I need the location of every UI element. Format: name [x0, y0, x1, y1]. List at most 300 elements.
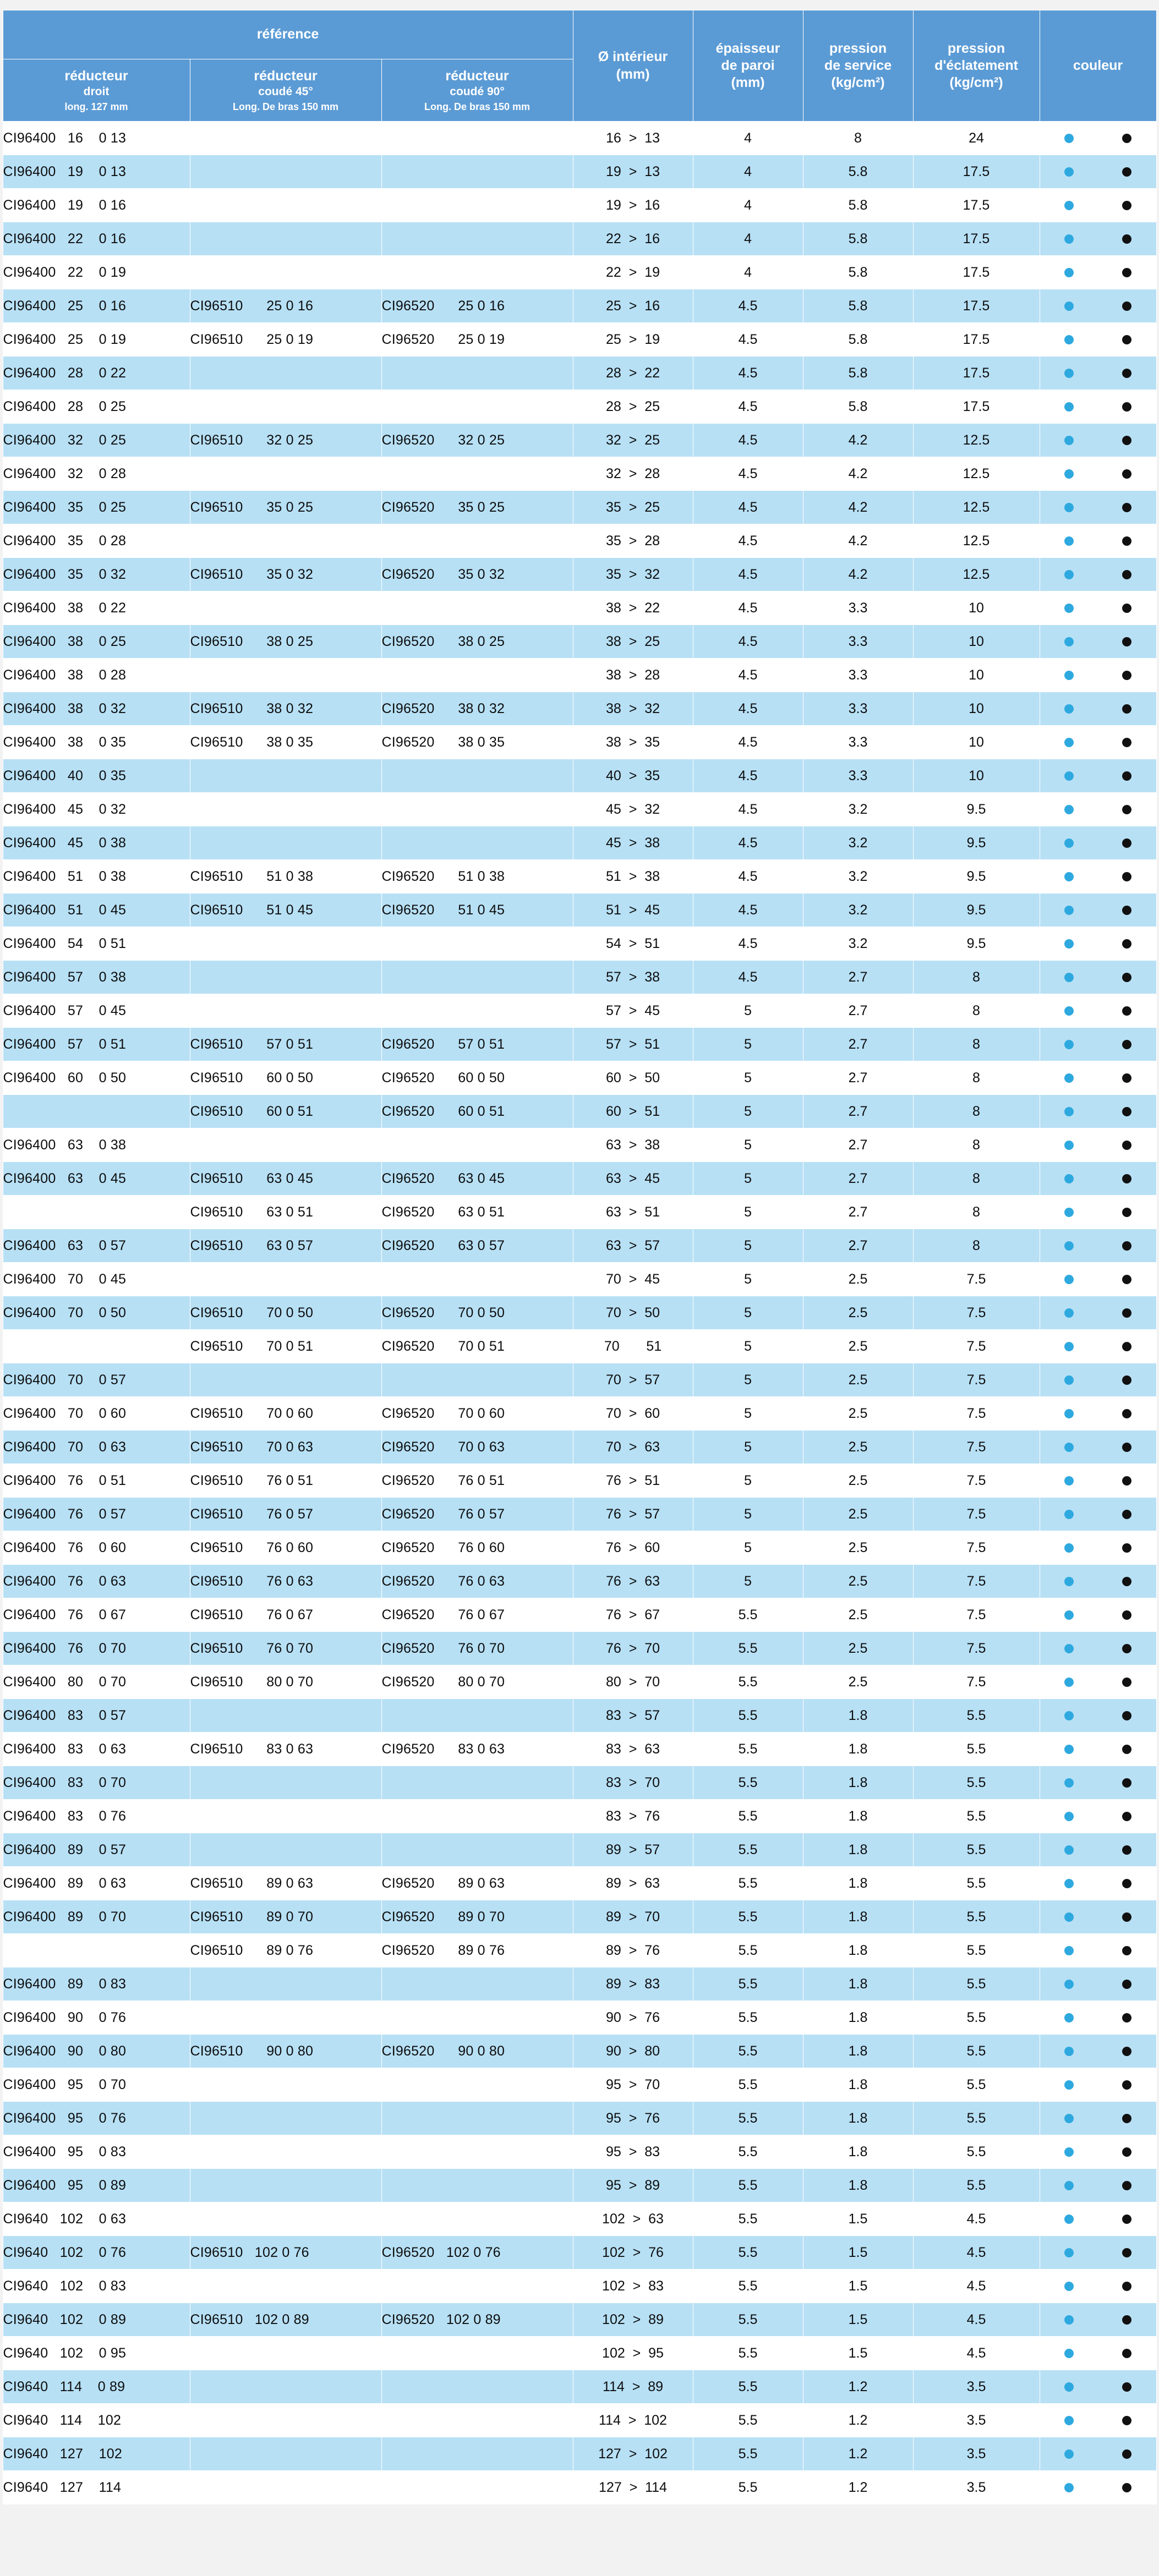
color-dot-cyan-icon	[1064, 704, 1074, 714]
cell-reducer-45	[190, 1128, 381, 1162]
cell-burst-pressure: 5.5	[913, 2001, 1040, 2035]
cell-reducer-90: CI96520 63 0 51	[381, 1196, 573, 1229]
table-row	[3, 826, 1156, 860]
cell-service-pressure: 1.5	[803, 2236, 913, 2270]
cell-reducer-45: CI96510 51 0 45	[190, 894, 381, 927]
cell-wall-thickness: 5.5	[693, 2001, 803, 2035]
color-dot-black-icon	[1122, 1174, 1131, 1183]
table-row	[3, 155, 1156, 189]
table-row	[3, 1598, 1156, 1632]
color-dot-cyan-icon	[1064, 1879, 1074, 1888]
color-dot-cyan-icon	[1064, 939, 1074, 949]
cell-inner-diameter: 70 > 60	[573, 1397, 693, 1430]
cell-burst-pressure: 7.5	[913, 1263, 1040, 1296]
cell-reducer-45	[190, 2102, 381, 2135]
cell-inner-diameter: 114 > 102	[573, 2404, 693, 2437]
cell-inner-diameter: 38 > 22	[573, 591, 693, 625]
table-row	[3, 1162, 1156, 1196]
table-row	[3, 2404, 1156, 2437]
table-row	[3, 726, 1156, 759]
color-dot-cyan-icon	[1064, 1678, 1074, 1687]
table-row	[3, 1196, 1156, 1229]
table-row	[3, 424, 1156, 457]
cell-color-swatches	[1040, 424, 1156, 457]
cell-reducer-90	[381, 2102, 573, 2135]
cell-inner-diameter: 76 > 57	[573, 1498, 693, 1531]
color-dot-cyan-icon	[1064, 268, 1074, 277]
color-dot-black-icon	[1122, 436, 1131, 445]
cell-reducer-45: CI96510 57 0 51	[190, 1028, 381, 1061]
cell-reducer-45: CI96510 76 0 63	[190, 1565, 381, 1598]
color-dot-black-icon	[1122, 402, 1131, 412]
color-dot-black-icon	[1122, 2215, 1131, 2224]
color-dot-cyan-icon	[1064, 1073, 1074, 1083]
color-dot-black-icon	[1122, 2080, 1131, 2090]
cell-color-swatches	[1040, 659, 1156, 692]
cell-reducer-45	[190, 2068, 381, 2102]
cell-wall-thickness: 4.5	[693, 826, 803, 860]
cell-reducer-90: CI96520 89 0 76	[381, 1934, 573, 1967]
header-reducer-45-sub: coudé 45°	[258, 85, 313, 98]
cell-burst-pressure: 5.5	[913, 2169, 1040, 2202]
table-row	[3, 1766, 1156, 1800]
cell-reducer-90	[381, 2068, 573, 2102]
cell-color-swatches	[1040, 2471, 1156, 2504]
cell-wall-thickness: 5	[693, 1296, 803, 1330]
cell-service-pressure: 3.3	[803, 591, 913, 625]
color-dot-cyan-icon	[1064, 1644, 1074, 1653]
color-dot-cyan-icon	[1064, 2114, 1074, 2123]
cell-service-pressure: 1.2	[803, 2437, 913, 2471]
cell-burst-pressure: 7.5	[913, 1363, 1040, 1397]
color-dot-black-icon	[1122, 2248, 1131, 2257]
color-dot-cyan-icon	[1064, 1946, 1074, 1955]
cell-service-pressure: 5.8	[803, 390, 913, 424]
cell-reducer-45: CI96510 76 0 60	[190, 1531, 381, 1565]
table-row	[3, 2169, 1156, 2202]
cell-wall-thickness: 4.5	[693, 558, 803, 591]
cell-service-pressure: 1.8	[803, 2035, 913, 2068]
cell-reducer-straight: CI96400 95 0 83	[3, 2135, 190, 2169]
cell-reducer-straight: CI96400 22 0 19	[3, 256, 190, 289]
cell-reducer-45	[190, 2169, 381, 2202]
table-row	[3, 1934, 1156, 1967]
color-dot-black-icon	[1122, 973, 1131, 982]
cell-reducer-straight: CI9640 102 0 83	[3, 2270, 190, 2303]
cell-burst-pressure: 5.5	[913, 1833, 1040, 1867]
cell-burst-pressure: 8	[913, 1061, 1040, 1095]
cell-reducer-45	[190, 591, 381, 625]
cell-inner-diameter: 90 > 76	[573, 2001, 693, 2035]
cell-reducer-45	[190, 1967, 381, 2001]
cell-inner-diameter: 95 > 76	[573, 2102, 693, 2135]
cell-inner-diameter: 22 > 16	[573, 222, 693, 256]
cell-inner-diameter: 54 > 51	[573, 927, 693, 961]
cell-color-swatches	[1040, 625, 1156, 659]
cell-wall-thickness: 4.5	[693, 323, 803, 357]
cell-wall-thickness: 5	[693, 1196, 803, 1229]
cell-inner-diameter: 19 > 16	[573, 189, 693, 222]
header-reducer-straight-sub: droit	[83, 85, 110, 98]
cell-service-pressure: 2.5	[803, 1430, 913, 1464]
cell-inner-diameter: 57 > 38	[573, 961, 693, 994]
cell-service-pressure: 3.2	[803, 927, 913, 961]
table-row	[3, 2035, 1156, 2068]
table-row	[3, 2001, 1156, 2035]
header-reducer-straight-note: long. 127 mm	[64, 101, 128, 112]
cell-wall-thickness: 4.5	[693, 524, 803, 558]
cell-inner-diameter: 95 > 70	[573, 2068, 693, 2102]
table-row	[3, 994, 1156, 1028]
cell-burst-pressure: 4.5	[913, 2270, 1040, 2303]
color-dot-black-icon	[1122, 1644, 1131, 1653]
cell-reducer-90: CI96520 76 0 51	[381, 1464, 573, 1498]
color-dot-cyan-icon	[1064, 1141, 1074, 1150]
color-dot-cyan-icon	[1064, 570, 1074, 579]
cell-wall-thickness: 4.5	[693, 927, 803, 961]
color-dot-black-icon	[1122, 2114, 1131, 2123]
cell-service-pressure: 1.8	[803, 2102, 913, 2135]
color-dot-cyan-icon	[1064, 1275, 1074, 1284]
cell-burst-pressure: 8	[913, 1128, 1040, 1162]
cell-reducer-straight: CI96400 76 0 60	[3, 1531, 190, 1565]
cell-reducer-45: CI96510 76 0 51	[190, 1464, 381, 1498]
cell-reducer-90	[381, 1363, 573, 1397]
cell-reducer-90: CI96520 83 0 63	[381, 1733, 573, 1766]
cell-inner-diameter: 40 > 35	[573, 759, 693, 793]
table-row	[3, 222, 1156, 256]
color-dot-cyan-icon	[1064, 1510, 1074, 1519]
cell-reducer-straight: CI96400 90 0 76	[3, 2001, 190, 2035]
cell-service-pressure: 1.8	[803, 1800, 913, 1833]
cell-reducer-45: CI96510 89 0 63	[190, 1867, 381, 1900]
cell-burst-pressure: 3.5	[913, 2471, 1040, 2504]
cell-color-swatches	[1040, 1967, 1156, 2001]
table-row	[3, 927, 1156, 961]
cell-color-swatches	[1040, 1095, 1156, 1128]
color-dot-black-icon	[1122, 1006, 1131, 1016]
color-dot-cyan-icon	[1064, 1812, 1074, 1821]
cell-inner-diameter: 83 > 63	[573, 1733, 693, 1766]
color-dot-black-icon	[1122, 2449, 1131, 2459]
cell-color-swatches	[1040, 1833, 1156, 1867]
cell-reducer-45	[190, 2337, 381, 2370]
cell-reducer-45: CI96510 38 0 35	[190, 726, 381, 759]
cell-burst-pressure: 5.5	[913, 1733, 1040, 1766]
cell-inner-diameter: 89 > 57	[573, 1833, 693, 1867]
color-dot-cyan-icon	[1064, 2248, 1074, 2257]
table-row	[3, 2068, 1156, 2102]
cell-burst-pressure: 4.5	[913, 2303, 1040, 2337]
cell-wall-thickness: 5.5	[693, 2068, 803, 2102]
cell-burst-pressure: 17.5	[913, 189, 1040, 222]
cell-inner-diameter: 38 > 35	[573, 726, 693, 759]
cell-reducer-straight: CI96400 38 0 25	[3, 625, 190, 659]
color-dot-cyan-icon	[1064, 671, 1074, 680]
cell-color-swatches	[1040, 1263, 1156, 1296]
cell-reducer-45	[190, 357, 381, 390]
color-dot-cyan-icon	[1064, 503, 1074, 512]
cell-service-pressure: 4.2	[803, 424, 913, 457]
cell-burst-pressure: 5.5	[913, 1699, 1040, 1733]
cell-service-pressure: 1.5	[803, 2270, 913, 2303]
color-dot-black-icon	[1122, 1577, 1131, 1586]
color-dot-cyan-icon	[1064, 1476, 1074, 1486]
cell-wall-thickness: 4.5	[693, 357, 803, 390]
cell-burst-pressure: 17.5	[913, 323, 1040, 357]
cell-reducer-45: CI96510 63 0 51	[190, 1196, 381, 1229]
color-dot-cyan-icon	[1064, 1308, 1074, 1318]
cell-color-swatches	[1040, 323, 1156, 357]
color-dot-cyan-icon	[1064, 201, 1074, 210]
cell-service-pressure: 1.5	[803, 2303, 913, 2337]
cell-reducer-90: CI96520 25 0 19	[381, 323, 573, 357]
cell-color-swatches	[1040, 1531, 1156, 1565]
cell-reducer-straight: CI96400 25 0 16	[3, 289, 190, 323]
cell-reducer-90	[381, 256, 573, 289]
cell-reducer-90	[381, 1263, 573, 1296]
cell-burst-pressure: 7.5	[913, 1531, 1040, 1565]
cell-reducer-45	[190, 961, 381, 994]
cell-reducer-45: CI96510 76 0 70	[190, 1632, 381, 1665]
table-row	[3, 793, 1156, 826]
color-dot-black-icon	[1122, 167, 1131, 177]
color-dot-black-icon	[1122, 1443, 1131, 1452]
cell-inner-diameter: 28 > 25	[573, 390, 693, 424]
cell-wall-thickness: 5.5	[693, 2169, 803, 2202]
cell-reducer-straight: CI96400 51 0 45	[3, 894, 190, 927]
cell-reducer-90	[381, 357, 573, 390]
cell-reducer-90	[381, 826, 573, 860]
cell-reducer-45	[190, 189, 381, 222]
cell-service-pressure: 1.8	[803, 2169, 913, 2202]
cell-burst-pressure: 7.5	[913, 1330, 1040, 1363]
color-dot-black-icon	[1122, 838, 1131, 848]
cell-inner-diameter: 60 > 51	[573, 1095, 693, 1128]
table-row	[3, 289, 1156, 323]
cell-color-swatches	[1040, 2169, 1156, 2202]
table-row	[3, 1733, 1156, 1766]
table-row	[3, 2102, 1156, 2135]
cell-service-pressure: 2.5	[803, 1498, 913, 1531]
table-row	[3, 2135, 1156, 2169]
table-row	[3, 1967, 1156, 2001]
cell-inner-diameter: 57 > 45	[573, 994, 693, 1028]
cell-service-pressure: 2.7	[803, 1162, 913, 1196]
cell-burst-pressure: 7.5	[913, 1565, 1040, 1598]
color-dot-black-icon	[1122, 2416, 1131, 2425]
cell-color-swatches	[1040, 927, 1156, 961]
cell-color-swatches	[1040, 2370, 1156, 2404]
cell-burst-pressure: 10	[913, 591, 1040, 625]
cell-reducer-straight: CI96400 80 0 70	[3, 1665, 190, 1699]
cell-wall-thickness: 5.5	[693, 1900, 803, 1934]
cell-reducer-90	[381, 524, 573, 558]
cell-color-swatches	[1040, 390, 1156, 424]
cell-burst-pressure: 7.5	[913, 1296, 1040, 1330]
cell-burst-pressure: 9.5	[913, 894, 1040, 927]
cell-color-swatches	[1040, 793, 1156, 826]
cell-reducer-45: CI96510 102 0 89	[190, 2303, 381, 2337]
cell-burst-pressure: 10	[913, 759, 1040, 793]
cell-reducer-90: CI96520 32 0 25	[381, 424, 573, 457]
cell-service-pressure: 4.2	[803, 491, 913, 524]
color-dot-black-icon	[1122, 1778, 1131, 1788]
cell-wall-thickness: 4.5	[693, 625, 803, 659]
cell-service-pressure: 2.5	[803, 1598, 913, 1632]
cell-reducer-straight: CI9640 102 0 63	[3, 2202, 190, 2236]
cell-reducer-straight: CI96400 89 0 70	[3, 1900, 190, 1934]
cell-inner-diameter: 70 > 50	[573, 1296, 693, 1330]
cell-wall-thickness: 5	[693, 1162, 803, 1196]
cell-wall-thickness: 5.5	[693, 1934, 803, 1967]
cell-wall-thickness: 4.5	[693, 424, 803, 457]
cell-color-swatches	[1040, 1229, 1156, 1263]
cell-reducer-straight: CI96400 95 0 70	[3, 2068, 190, 2102]
cell-inner-diameter: 83 > 57	[573, 1699, 693, 1733]
cell-service-pressure: 1.5	[803, 2337, 913, 2370]
header-inner-diameter	[573, 10, 693, 122]
cell-burst-pressure: 5.5	[913, 1867, 1040, 1900]
cell-reducer-straight: CI9640 127 102	[3, 2437, 190, 2471]
cell-reducer-90: CI96520 76 0 70	[381, 1632, 573, 1665]
cell-service-pressure: 1.8	[803, 2135, 913, 2169]
cell-reducer-45	[190, 927, 381, 961]
cell-inner-diameter: 76 > 63	[573, 1565, 693, 1598]
cell-reducer-straight: CI96400 19 0 16	[3, 189, 190, 222]
cell-reducer-straight: CI96400 54 0 51	[3, 927, 190, 961]
cell-reducer-45: CI96510 51 0 38	[190, 860, 381, 894]
cell-wall-thickness: 5	[693, 1095, 803, 1128]
cell-reducer-90: CI96520 70 0 63	[381, 1430, 573, 1464]
cell-wall-thickness: 5.5	[693, 2102, 803, 2135]
cell-reducer-90	[381, 927, 573, 961]
cell-reducer-straight: CI9640 127 114	[3, 2471, 190, 2504]
table-row	[3, 1632, 1156, 1665]
color-dot-cyan-icon	[1064, 1745, 1074, 1754]
table-row	[3, 558, 1156, 591]
cell-reducer-45	[190, 1699, 381, 1733]
color-dot-black-icon	[1122, 1476, 1131, 1486]
cell-reducer-straight: CI96400 35 0 25	[3, 491, 190, 524]
cell-reducer-90: CI96520 51 0 38	[381, 860, 573, 894]
cell-color-swatches	[1040, 2337, 1156, 2370]
cell-reducer-90: CI96520 38 0 32	[381, 692, 573, 726]
cell-reducer-straight: CI96400 19 0 13	[3, 155, 190, 189]
cell-wall-thickness: 5	[693, 1430, 803, 1464]
cell-inner-diameter: 102 > 83	[573, 2270, 693, 2303]
color-dot-black-icon	[1122, 1610, 1131, 1620]
header-service-pressure	[803, 10, 913, 122]
cell-reducer-straight: CI96400 76 0 51	[3, 1464, 190, 1498]
cell-inner-diameter: 102 > 89	[573, 2303, 693, 2337]
cell-service-pressure: 5.8	[803, 222, 913, 256]
cell-color-swatches	[1040, 1867, 1156, 1900]
cell-service-pressure: 2.7	[803, 1095, 913, 1128]
cell-reducer-90	[381, 1833, 573, 1867]
cell-reducer-45: CI96510 32 0 25	[190, 424, 381, 457]
color-dot-cyan-icon	[1064, 838, 1074, 848]
color-dot-cyan-icon	[1064, 536, 1074, 546]
cell-inner-diameter: 70 51	[573, 1330, 693, 1363]
cell-reducer-45	[190, 793, 381, 826]
color-dot-cyan-icon	[1064, 1577, 1074, 1586]
cell-reducer-90: CI96520 60 0 50	[381, 1061, 573, 1095]
color-dot-black-icon	[1122, 872, 1131, 881]
color-dot-black-icon	[1122, 335, 1131, 344]
cell-reducer-45	[190, 2270, 381, 2303]
color-dot-cyan-icon	[1064, 335, 1074, 344]
color-dot-cyan-icon	[1064, 604, 1074, 613]
cell-color-swatches	[1040, 2068, 1156, 2102]
cell-service-pressure: 1.8	[803, 1833, 913, 1867]
cell-color-swatches	[1040, 524, 1156, 558]
cell-color-swatches	[1040, 1665, 1156, 1699]
cell-service-pressure: 3.2	[803, 793, 913, 826]
color-dot-cyan-icon	[1064, 1845, 1074, 1855]
cell-reducer-90	[381, 2437, 573, 2471]
cell-inner-diameter: 76 > 67	[573, 1598, 693, 1632]
table-row	[3, 2337, 1156, 2370]
table-row	[3, 1565, 1156, 1598]
cell-inner-diameter: 127 > 114	[573, 2471, 693, 2504]
cell-burst-pressure: 5.5	[913, 1900, 1040, 1934]
cell-wall-thickness: 4.5	[693, 860, 803, 894]
cell-reducer-45: CI96510 70 0 51	[190, 1330, 381, 1363]
cell-service-pressure: 2.5	[803, 1330, 913, 1363]
cell-reducer-straight: CI96400 89 0 57	[3, 1833, 190, 1867]
color-dot-cyan-icon	[1064, 771, 1074, 781]
cell-inner-diameter: 35 > 25	[573, 491, 693, 524]
cell-inner-diameter: 83 > 76	[573, 1800, 693, 1833]
cell-color-swatches	[1040, 1430, 1156, 1464]
cell-inner-diameter: 90 > 80	[573, 2035, 693, 2068]
cell-reducer-45	[190, 1363, 381, 1397]
cell-inner-diameter: 45 > 38	[573, 826, 693, 860]
cell-wall-thickness: 5.5	[693, 1665, 803, 1699]
cell-inner-diameter: 89 > 83	[573, 1967, 693, 2001]
cell-wall-thickness: 5	[693, 1397, 803, 1430]
cell-burst-pressure: 24	[913, 122, 1040, 155]
cell-wall-thickness: 4.5	[693, 692, 803, 726]
cell-reducer-90: CI96520 35 0 32	[381, 558, 573, 591]
header-reducer-straight-title: réducteur	[64, 68, 128, 84]
cell-reducer-90	[381, 2169, 573, 2202]
color-dot-cyan-icon	[1064, 973, 1074, 982]
cell-service-pressure: 5.8	[803, 289, 913, 323]
cell-reducer-45	[190, 457, 381, 491]
cell-reducer-90: CI96520 51 0 45	[381, 894, 573, 927]
cell-burst-pressure: 7.5	[913, 1430, 1040, 1464]
cell-reducer-45: CI96510 90 0 80	[190, 2035, 381, 2068]
cell-color-swatches	[1040, 2035, 1156, 2068]
color-dot-black-icon	[1122, 2282, 1131, 2291]
cell-wall-thickness: 5.5	[693, 2202, 803, 2236]
table-row	[3, 1095, 1156, 1128]
cell-reducer-90: CI96520 38 0 25	[381, 625, 573, 659]
cell-inner-diameter: 51 > 45	[573, 894, 693, 927]
cell-wall-thickness: 4.5	[693, 457, 803, 491]
cell-color-swatches	[1040, 2102, 1156, 2135]
cell-inner-diameter: 76 > 60	[573, 1531, 693, 1565]
cell-burst-pressure: 7.5	[913, 1598, 1040, 1632]
cell-service-pressure: 2.5	[803, 1464, 913, 1498]
cell-inner-diameter: 16 > 13	[573, 122, 693, 155]
header-burst-pressure-line3: (kg/cm²)	[949, 75, 1003, 91]
color-dot-black-icon	[1122, 805, 1131, 814]
color-dot-cyan-icon	[1064, 1543, 1074, 1553]
cell-burst-pressure: 9.5	[913, 860, 1040, 894]
